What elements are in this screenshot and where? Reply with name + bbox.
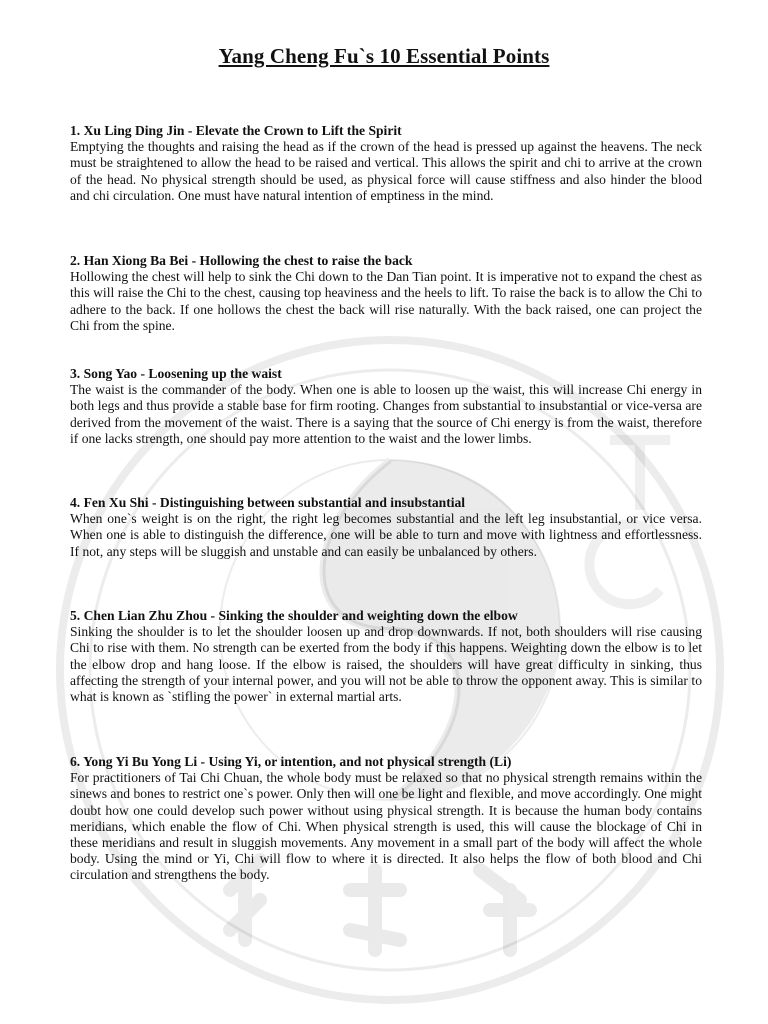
point-body: Hollowing the chest will help to sink the Chi down to the Dan Tian point. It is imperative not to expand the chest as this will raise the Chi to the chest, causing top heaviness and the heels to lift. To raise the back is to allow the Chi to adhere to the back. If one hollows the chest the back will rise naturally. With the back raised, one can project the Chi from the spine. (70, 269, 702, 333)
point-body: Sinking the shoulder is to let the shoulder loosen up and drop downwards. If not, both shoulders will rise causing Chi to rise with them. No strength can be exerted from the body if this happens. Weighting down the elbow is to let the elbow drop and hang loose. If the elbow is raised, the shoulders will have great difficulty in sinking, thus affecting the strength of your internal power, and you will not be able to throw the opponent away. This is similar to what is known as `stifling the power` in external martial arts. (70, 624, 702, 705)
point-heading: 1. Xu Ling Ding Jin - Elevate the Crown to Lift the Spirit (70, 123, 402, 138)
point-6 (70, 754, 702, 884)
point-heading: 2. Han Xiong Ba Bei - Hollowing the chest to raise the back (70, 253, 413, 268)
point-heading: 6. Yong Yi Bu Yong Li - Using Yi, or intention, and not physical strength (Li) (70, 754, 512, 769)
point-1 (70, 123, 702, 204)
point-3 (70, 366, 702, 447)
point-2 (70, 253, 702, 334)
point-heading: 5. Chen Lian Zhu Zhou - Sinking the shoulder and weighting down the elbow (70, 608, 518, 623)
page-title: Yang Cheng Fu`s 10 Essential Points (218, 44, 550, 68)
point-5 (70, 608, 702, 705)
point-heading: 3. Song Yao - Loosening up the waist (70, 366, 282, 381)
point-body: For practitioners of Tai Chi Chuan, the whole body must be relaxed so that no physical strength remains within the sinews and bones to restrict one`s power. Only then will one be light and flexible, and move accordingly. One might doubt how one could develop such power without using physical strength. It is because the human body contains meridians, which enable the flow of Chi. When physical strength is used, this will cause the blockage of Chi in these meridians and result in sluggish movements. Any movement in a small part of the body will affect the whole body. Using the mind or Yi, Chi will flow to where it is directed. It also helps the flow of both blood and Chi circulation and strengthens the body. (70, 770, 702, 883)
point-body: The waist is the commander of the body. When one is able to loosen up the waist, this will increase Chi energy in both legs and thus provide a stable base for firm rooting. Changes from substantial to insubstantial or vice-versa are derived from the movement of the waist. There is a saying that the source of Chi energy is from the waist, therefore if one lacks strength, one should pay more attention to the waist and the lower limbs. (70, 382, 702, 446)
point-4 (70, 495, 702, 560)
point-body: Emptying the thoughts and raising the head as if the crown of the head is pressed up against the heavens. The neck must be straightened to allow the head to be raised and vertical. This allows the spirit and chi to arrive at the crown of the head. No physical strength should be used, as physical force will cause stiffness and also hinder the blood and chi circulation. One must have natural intention of emptiness in the mind. (70, 139, 702, 203)
point-heading: 4. Fen Xu Shi - Distinguishing between substantial and insubstantial (70, 495, 466, 510)
point-body: When one`s weight is on the right, the right leg becomes substantial and the left leg insubstantial, or vice versa. When one is able to distinguish the difference, one will be able to turn and move with lightness and effortlessness. If not, any steps will be sluggish and unstable and can easily be unbalanced by others. (70, 511, 702, 559)
